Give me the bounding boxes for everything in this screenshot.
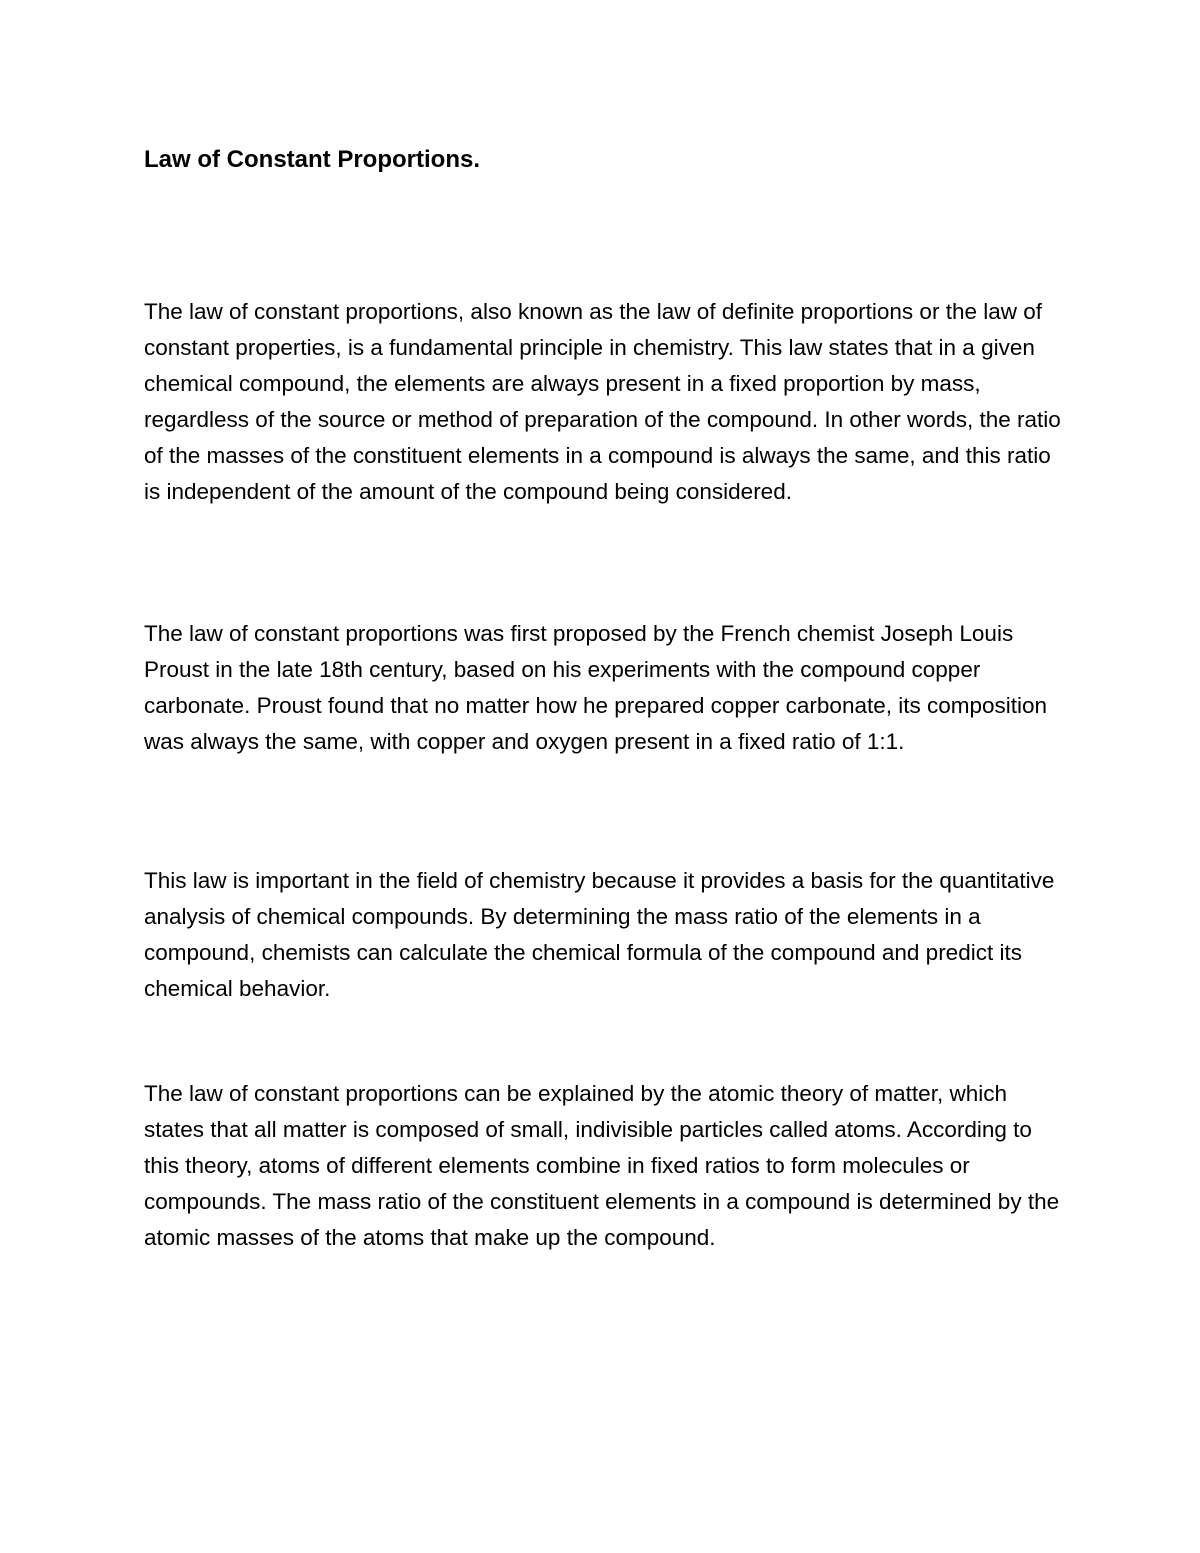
paragraph-history: The law of constant proportions was first proposed by the French chemist Joseph Louis Proust in the late 18th century, based on his experiments with the compound copper carbonate. Proust found that no matter how he prepared copper carbonate, its composition was always the same, with copper and oxygen present in a fixed ratio of 1:1. xyxy=(144,621,1048,754)
paragraph-definition: The law of constant proportions, also known as the law of definite proportions or the law of constant properties, is a fundamental principle in chemistry. This law states that in a given chemical compound, the elements are always present in a fixed proportion by mass, regardless of the source or method of preparation of the compound. In other words, the ratio of the masses of the constituent elements in a compound is always the same, and this ratio is independent of the amount of the compound being considered. xyxy=(144,299,1061,504)
document-title: Law of Constant Proportions. xyxy=(144,146,480,173)
paragraph-importance: This law is important in the field of chemistry because it provides a basis for the quantitative analysis of chemical compounds. By determining the mass ratio of the elements in a compound, chemists can calculate the chemical formula of the compound and predict its chemical behavior. xyxy=(144,868,1055,1001)
paragraph-atomic-theory: The law of constant proportions can be explained by the atomic theory of matter, which states that all matter is composed of small, indivisible particles called atoms. According to this theory, atoms of different elements combine in fixed ratios to form molecules or compounds. The mass ratio of the constituent elements in a compound is determined by the atomic masses of the atoms that make up the compound. xyxy=(144,1081,1060,1250)
